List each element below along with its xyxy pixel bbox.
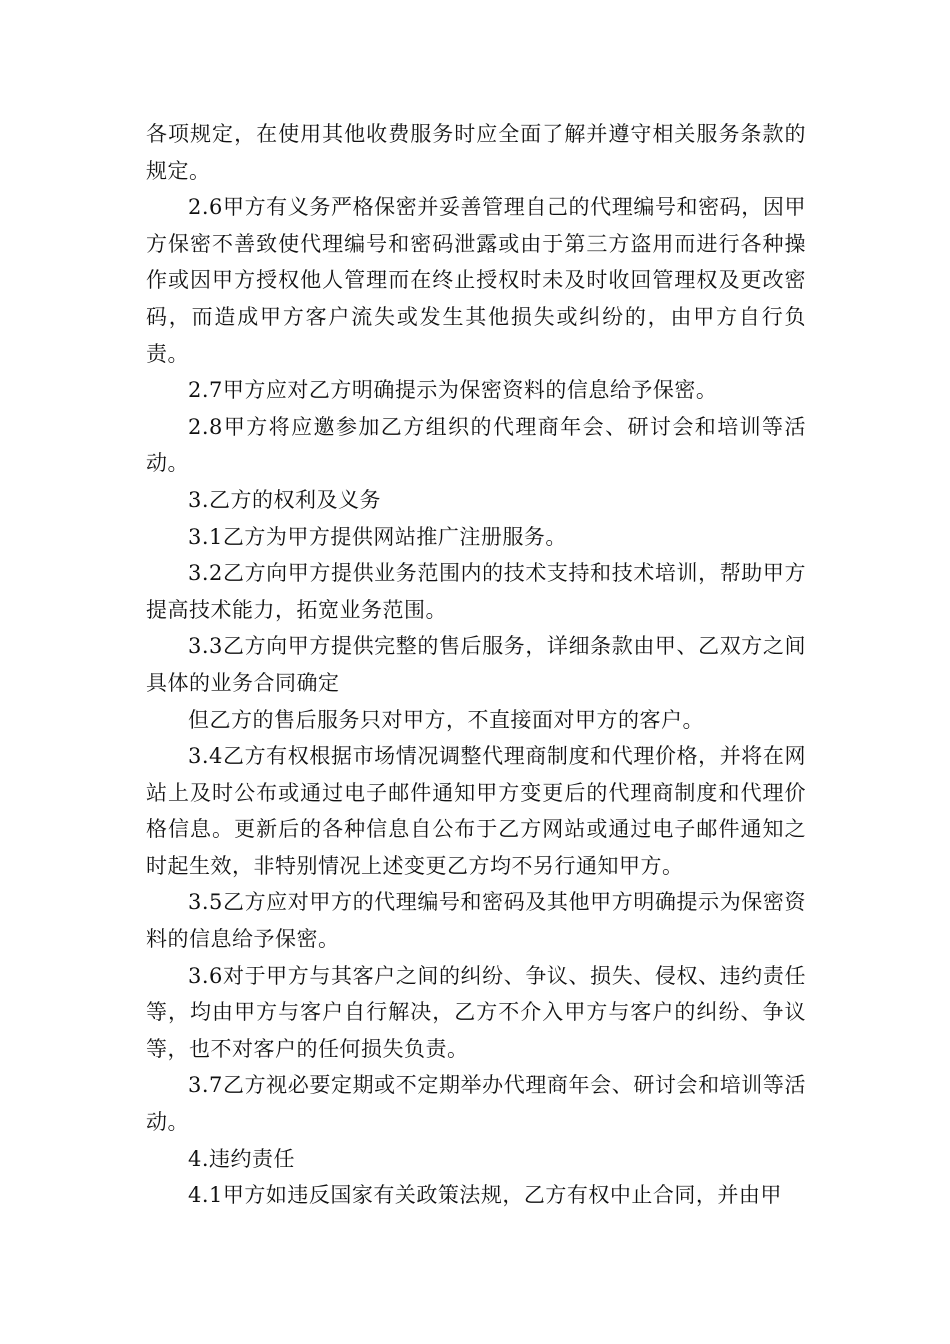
paragraph-3-5: 3.5乙方应对甲方的代理编号和密码及其他甲方明确提示为保密资料的信息给予保密。 <box>146 890 806 952</box>
paragraph-2-7: 2.7甲方应对乙方明确提示为保密资料的信息给予保密。 <box>188 378 718 403</box>
paragraph-3-3: 3.3乙方向甲方提供完整的售后服务，详细条款由甲、乙双方之间具体的业务合同确定 <box>146 634 806 695</box>
paragraph-4-1: 4.1甲方如违反国家有关政策法规，乙方有权中止合同，并由甲 <box>188 1183 782 1208</box>
paragraph-3-4: 3.4乙方有权根据市场情况调整代理商制度和代理价格，并将在网站上及时公布或通过电子邮件通知甲方变更后的代理商制度和代理价格信息。更新后的各种信息自公布于乙方网站或通过电子邮件通知之时起生效，非特别情况上述变更乙方均不另行通知甲方。 <box>146 744 806 878</box>
section-heading-3: 3.乙方的权利及义务 <box>188 487 382 512</box>
document-body <box>146 116 806 1214</box>
paragraph-2-8: 2.8甲方将应邀参加乙方组织的代理商年会、研讨会和培训等活动。 <box>146 414 806 476</box>
section-heading-4: 4.违约责任 <box>188 1146 296 1171</box>
paragraph-3-6: 3.6对于甲方与其客户之间的纠纷、争议、损失、侵权、违约责任等，均由甲方与客户自行解决，乙方不介入甲方与客户的纠纷、争议等，也不对客户的任何损失负责。 <box>146 963 806 1061</box>
paragraph-3-7: 3.7乙方视必要定期或不定期举办代理商年会、研讨会和培训等活动。 <box>146 1073 806 1135</box>
paragraph-3-1: 3.1乙方为甲方提供网站推广注册服务。 <box>188 524 567 549</box>
paragraph-continuation: 各项规定，在使用其他收费服务时应全面了解并遵守相关服务条款的规定。 <box>146 122 806 183</box>
paragraph-3-3-note: 但乙方的售后服务只对甲方，不直接面对甲方的客户。 <box>188 707 704 732</box>
paragraph-2-6: 2.6甲方有义务严格保密并妥善管理自己的代理编号和密码，因甲方保密不善致使代理编号和密码泄露或由于第三方盗用而进行各种操作或因甲方授权他人管理而在终止授权时未及时收回管理权及更改密码，而造成甲方客户流失或发生其他损失或纠纷的，由甲方自行负责。 <box>146 195 806 366</box>
paragraph-3-2: 3.2乙方向甲方提供业务范围内的技术支持和技术培训，帮助甲方提高技术能力，拓宽业务范围。 <box>146 561 806 622</box>
